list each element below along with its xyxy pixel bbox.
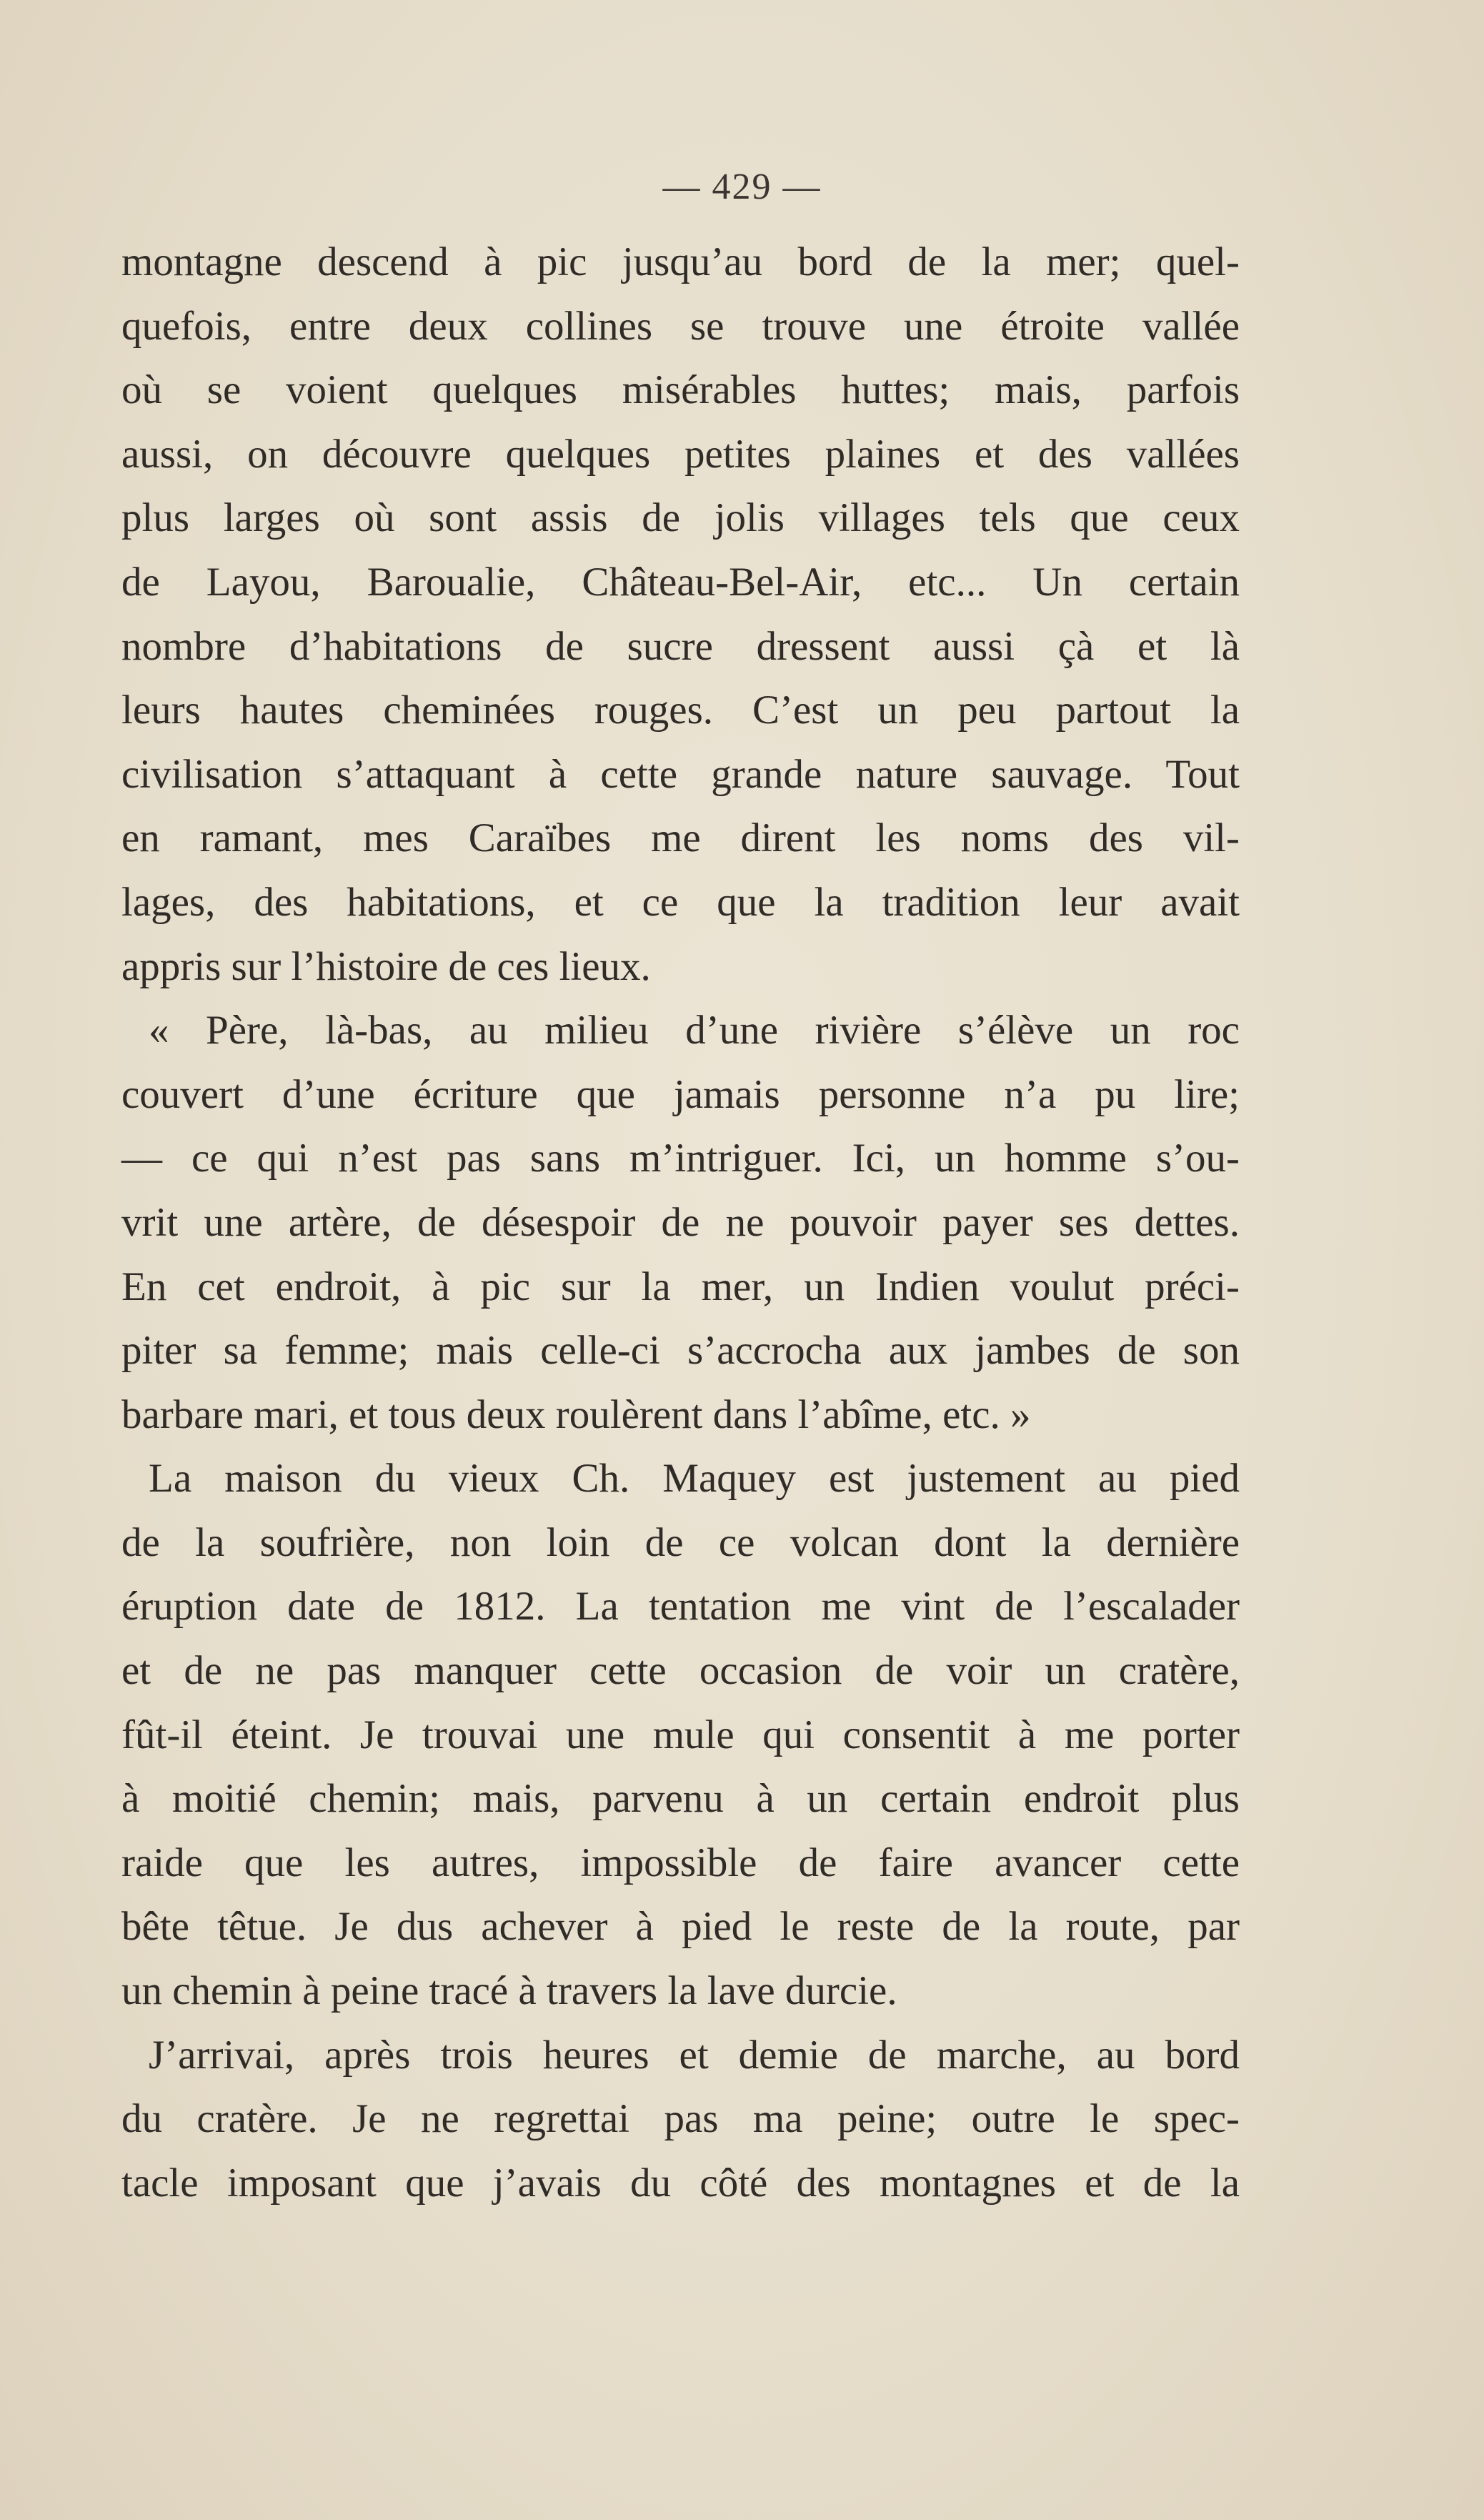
text-line-5: plus larges où sont assis de jolis villages tels que ceux	[121, 495, 1240, 541]
text-line-31: tacle imposant que j’avais du côté des montagnes et de la	[121, 2160, 1240, 2206]
text-line-6: de Layou, Baroualie, Château-Bel-Air, etc... Un certain	[121, 559, 1240, 605]
text-line-17: En cet endroit, à pic sur la mer, un Indien voulut préci-	[121, 1264, 1240, 1309]
text-line-12: appris sur l’histoire de ces lieux.	[121, 943, 651, 989]
text-line-30: du cratère. Je ne regrettai pas ma peine; outre le spec-	[121, 2096, 1240, 2142]
text-line-19: barbare mari, et tous deux roulèrent dans l’abîme, etc. »	[121, 1392, 1031, 1437]
text-line-4: aussi, on découvre quelques petites plaines et des vallées	[121, 431, 1240, 477]
text-line-2: quefois, entre deux collines se trouve une étroite vallée	[121, 303, 1240, 349]
text-line-13: « Père, là-bas, au milieu d’une rivière s’élève un roc	[149, 1008, 1240, 1053]
text-line-20: La maison du vieux Ch. Maquey est justement au pied	[149, 1456, 1240, 1502]
text-line-27: bête têtue. Je dus achever à pied le reste de la route, par	[121, 1904, 1240, 1950]
text-line-29: J’arrivai, après trois heures et demie de marche, au bord	[149, 2032, 1240, 2078]
text-line-25: à moitié chemin; mais, parvenu à un certain endroit plus	[121, 1776, 1240, 1822]
text-line-21: de la soufrière, non loin de ce volcan dont la dernière	[121, 1519, 1240, 1565]
text-line-3: où se voient quelques misérables huttes; mais, parfois	[121, 367, 1240, 413]
text-line-16: vrit une artère, de désespoir de ne pouvoir payer ses dettes.	[121, 1199, 1240, 1245]
text-line-23: et de ne pas manquer cette occasion de voir un cratère,	[121, 1648, 1240, 1694]
text-line-22: éruption date de 1812. La tentation me vint de l’escalader	[121, 1584, 1240, 1629]
text-line-9: civilisation s’attaquant à cette grande nature sauvage. Tout	[121, 751, 1240, 797]
page-number: — 429 —	[662, 167, 822, 207]
text-line-28: un chemin à peine tracé à travers la lave durcie.	[121, 1968, 897, 2014]
text-line-24: fût-il éteint. Je trouvai une mule qui consentit à me porter	[121, 1712, 1240, 1757]
text-line-18: piter sa femme; mais celle-ci s’accrocha aux jambes de son	[121, 1328, 1240, 1374]
text-line-7: nombre d’habitations de sucre dressent aussi çà et là	[121, 623, 1240, 669]
text-line-14: couvert d’une écriture que jamais personne n’a pu lire;	[121, 1071, 1240, 1117]
text-line-15: — ce qui n’est pas sans m’intriguer. Ici, un homme s’ou-	[121, 1136, 1240, 1181]
text-line-11: lages, des habitations, et ce que la tradition leur avait	[121, 879, 1240, 925]
body-text	[121, 230, 1240, 2215]
text-line-26: raide que les autres, impossible de faire avancer cette	[121, 1840, 1240, 1885]
text-line-8: leurs hautes cheminées rouges. C’est un peu partout la	[121, 688, 1240, 733]
text-line-1: montagne descend à pic jusqu’au bord de la mer; quel-	[121, 239, 1240, 284]
text-line-10: en ramant, mes Caraïbes me dirent les noms des vil-	[121, 815, 1240, 861]
